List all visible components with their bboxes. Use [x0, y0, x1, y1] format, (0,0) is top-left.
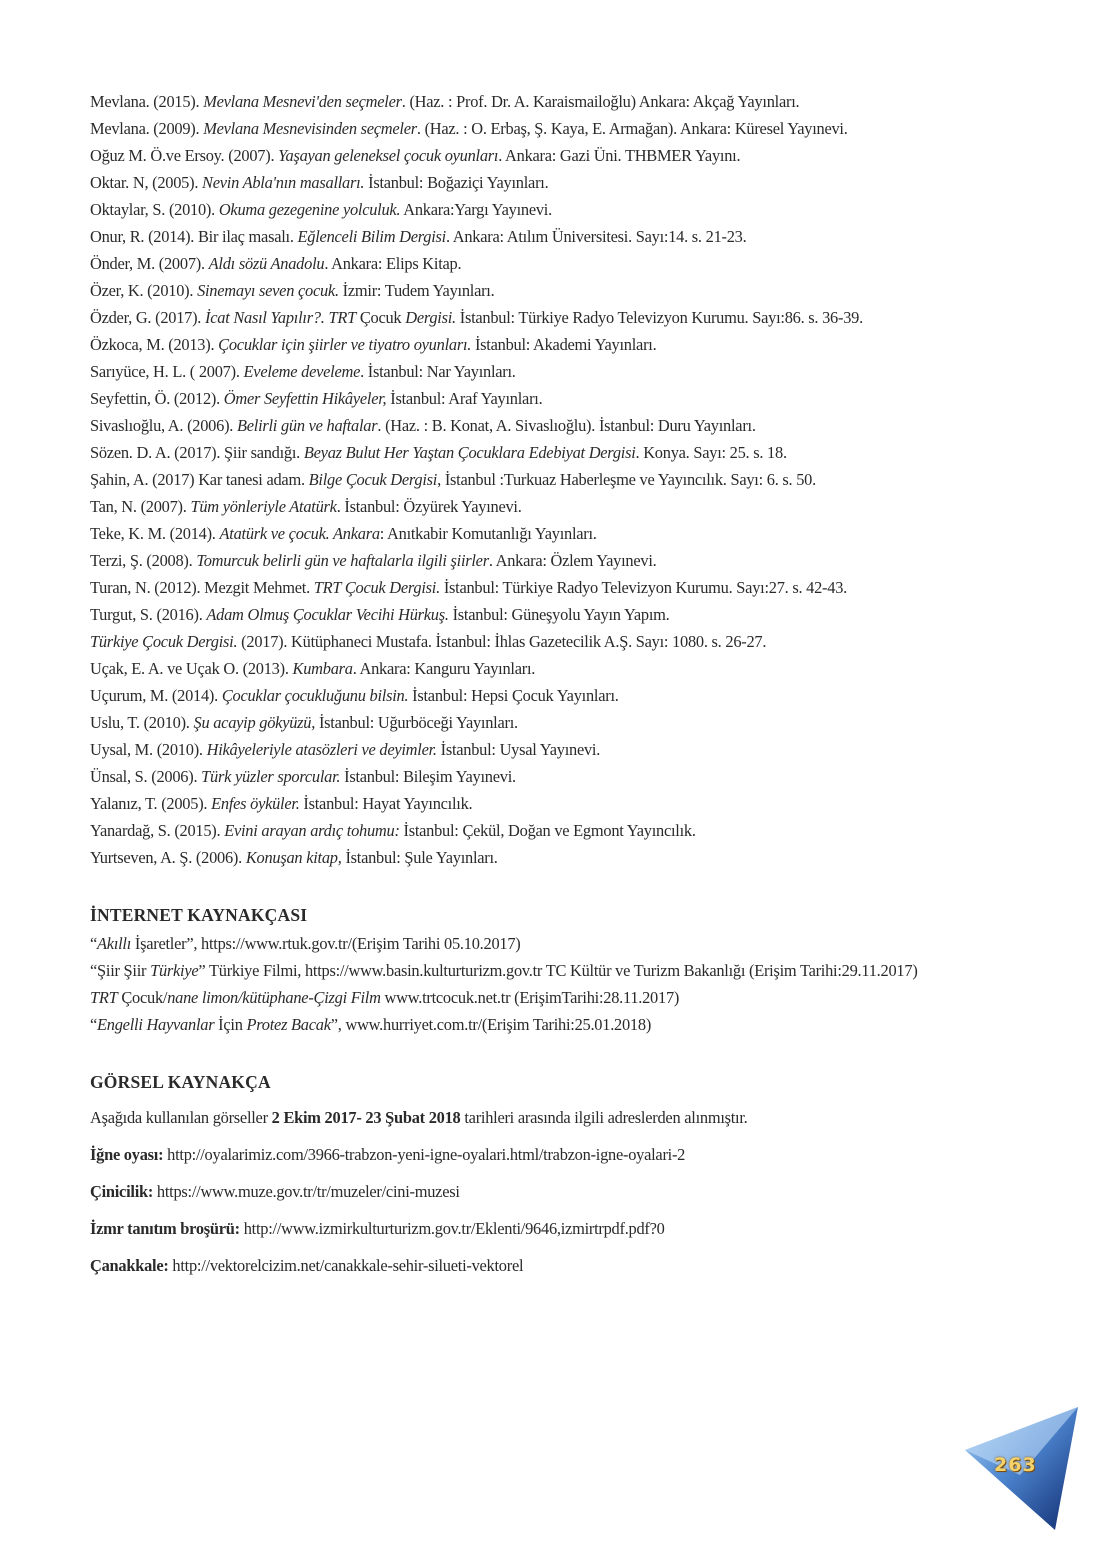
- reference-entry: [90, 763, 1026, 790]
- reference-entry-text: İstanbul: Çekül, Doğan ve Egmont Yayıncılık.: [399, 821, 696, 840]
- reference-entry-text: TRT Çocuk Dergisi.: [313, 578, 440, 597]
- gorsel-entry-text: Çanakkale:: [90, 1256, 169, 1275]
- reference-entry-text: Eveleme develeme: [243, 362, 361, 381]
- reference-entry-text: . İstanbul: Nar Yayınları.: [360, 362, 516, 381]
- reference-entry-text: . (Haz. : Prof. Dr. A. Karaismailoğlu) Ankara: Akçağ Yayınları.: [401, 92, 800, 111]
- internet-entry-text: nane limon/kütüphane-Çizgi Film: [167, 988, 381, 1007]
- reference-entry-text: : Anıtkabir Komutanlığı Yayınları.: [379, 524, 597, 543]
- reference-entry-text: İstanbul: Araf Yayınları.: [386, 389, 543, 408]
- reference-entry-text: Şahin, A. (2017) Kar tanesi adam.: [90, 470, 309, 489]
- internet-entry-text: Çocuk/: [117, 988, 168, 1007]
- internet-entry-text: TRT: [90, 988, 118, 1007]
- reference-entry: [90, 385, 1026, 412]
- reference-entry: [90, 790, 1026, 817]
- internet-entry-text: ”, www.hurriyet.com.tr/(Erişim Tarihi:25.01.2018): [330, 1015, 652, 1034]
- reference-entry-text: Teke, K. M. (2014).: [90, 524, 220, 543]
- reference-entry-text: . (Haz. : O. Erbaş, Ş. Kaya, E. Armağan). Ankara: Küresel Yayınevi.: [416, 119, 848, 138]
- reference-entry-text: İstanbul: Türkiye Radyo Televizyon Kurumu. Sayı:86. s. 36-39.: [455, 308, 863, 327]
- gorsel-entry-text: Çinicilik:: [90, 1182, 154, 1201]
- reference-entry-text: Terzi, Ş. (2008).: [90, 551, 197, 570]
- reference-entry-text: Özkoca, M. (2013).: [90, 335, 219, 354]
- reference-entry-text: Yanardağ, S. (2015).: [90, 821, 225, 840]
- reference-entry-text: İstanbul: Uysal Yayınevi.: [436, 740, 601, 759]
- internet-entry-text: Engelli Hayvanlar: [97, 1015, 215, 1034]
- gorsel-entry: [90, 1180, 1026, 1204]
- internet-entry-text: ” Türkiye Filmi, https://www.basin.kulturturizm.gov.tr TC Kültür ve Turizm Bakanlığı (Erişim Tarihi:29.11.2017): [198, 961, 918, 980]
- reference-entry-text: Özer, K. (2010).: [90, 281, 198, 300]
- reference-entry-text: Oğuz M. Ö.ve Ersoy. (2007).: [90, 146, 279, 165]
- reference-entry-text: Aldı sözü Anadolu: [208, 254, 325, 273]
- reference-entry-text: . Ankara: Elips Kitap.: [324, 254, 462, 273]
- reference-entry-text: Okuma gezegenine yolculuk.: [218, 200, 401, 219]
- gorsel-section: [90, 1069, 1026, 1278]
- reference-entry: [90, 493, 1026, 520]
- reference-list: [90, 88, 1026, 871]
- internet-entry-text: Türkiye: [150, 961, 199, 980]
- reference-entry: [90, 466, 1026, 493]
- gorsel-entry-text: tarihleri arasında ilgili adreslerden alınmıştır.: [460, 1108, 748, 1127]
- reference-entry-text: Özder, G. (2017).: [90, 308, 206, 327]
- reference-entry-text: . Ankara: Atılım Üniversitesi. Sayı:14. s. 21-23.: [445, 227, 747, 246]
- reference-entry-text: Tan, N. (2007).: [90, 497, 191, 516]
- reference-entry: [90, 223, 1026, 250]
- reference-entry-text: Nevin Abla'nın masalları.: [202, 173, 365, 192]
- reference-entry: [90, 115, 1026, 142]
- reference-entry-text: İstanbul: Hepsi Çocuk Yayınları.: [408, 686, 619, 705]
- reference-entry-text: Sivaslıoğlu, A. (2006).: [90, 416, 237, 435]
- reference-entry-text: Yaşayan geleneksel çocuk oyunları: [278, 146, 499, 165]
- reference-entry: [90, 682, 1026, 709]
- reference-entry-text: (2017). Kütüphaneci Mustafa. İstanbul: İhlas Gazetecilik A.Ş. Sayı: 1080. s. 26-27.: [237, 632, 767, 651]
- reference-entry-text: . İstanbul: Özyürek Yayınevi.: [336, 497, 522, 516]
- reference-entry-text: Türkiye Çocuk Dergisi.: [90, 632, 238, 651]
- reference-entry-text: Dergisi.: [405, 308, 456, 327]
- gorsel-entry-text: https://www.muze.gov.tr/tr/muzeler/cini-muzesi: [153, 1182, 460, 1201]
- reference-entry-text: Sözen. D. A. (2017). Şiir sandığı.: [90, 443, 304, 462]
- reference-entry: [90, 88, 1026, 115]
- reference-entry-text: Mevlana Mesnevisinden seçmeler: [203, 119, 417, 138]
- reference-entry-text: Çocuk: [355, 308, 406, 327]
- internet-heading: İNTERNET KAYNAKÇASI: [90, 905, 308, 925]
- gorsel-entry: [90, 1106, 1026, 1130]
- reference-entry-text: Uysal, M. (2010).: [90, 740, 207, 759]
- internet-entry-text: Akıllı: [97, 934, 132, 953]
- reference-entry-text: Belirli gün ve haftalar: [236, 416, 378, 435]
- internet-entry-text: “: [90, 1015, 98, 1034]
- gorsel-entry-text: İzmr tanıtım broşürü:: [90, 1219, 240, 1238]
- reference-entry: [90, 736, 1026, 763]
- gorsel-entry-text: http://www.izmirkulturturizm.gov.tr/Eklenti/9646,izmirtrpdf.pdf?0: [239, 1219, 665, 1238]
- internet-entry-text: Protez Bacak: [246, 1015, 331, 1034]
- reference-entry-text: Beyaz Bulut Her Yaştan Çocuklara Edebiyat Dergisi: [303, 443, 636, 462]
- reference-entry-text: Mevlana. (2009).: [90, 119, 204, 138]
- reference-entry: [90, 520, 1026, 547]
- internet-entry-text: “: [90, 934, 98, 953]
- gorsel-entry-text: Aşağıda kullanılan görseller: [90, 1108, 272, 1127]
- reference-entry-text: Çocuklar için şiirler ve tiyatro oyunları.: [218, 335, 472, 354]
- reference-entry: [90, 628, 1026, 655]
- reference-entry: [90, 142, 1026, 169]
- reference-entry-text: Turgut, S. (2016).: [90, 605, 207, 624]
- reference-entry-text: Ömer Seyfettin Hikâyeler,: [223, 389, 387, 408]
- reference-entry-text: Ünsal, S. (2006).: [90, 767, 202, 786]
- reference-entry-text: Oktar. N, (2005).: [90, 173, 203, 192]
- gorsel-entry: [90, 1217, 1026, 1241]
- reference-entry-text: Mevlana. (2015).: [90, 92, 204, 111]
- reference-entry-text: Oktaylar, S. (2010).: [90, 200, 219, 219]
- reference-entry-text: İstanbul: Türkiye Radyo Televizyon Kurumu. Sayı:27. s. 42-43.: [439, 578, 847, 597]
- reference-entry-text: Enfes öyküler.: [211, 794, 300, 813]
- page-content: [90, 88, 1026, 1291]
- gorsel-entry: [90, 1254, 1026, 1278]
- internet-section: [90, 902, 1026, 1038]
- reference-entry: [90, 817, 1026, 844]
- reference-entry: [90, 601, 1026, 628]
- internet-entry: [90, 1011, 1026, 1038]
- reference-entry-text: İcat Nasıl Yapılır?. TRT: [205, 308, 356, 327]
- reference-entry-text: Uçak, E. A. ve Uçak O. (2013).: [90, 659, 293, 678]
- reference-entry-text: . (Haz. : B. Konat, A. Sivaslıoğlu). İstanbul: Duru Yayınları.: [377, 416, 756, 435]
- reference-entry-text: Tüm yönleriyle Atatürk: [190, 497, 337, 516]
- gorsel-entry-text: http://oyalarimiz.com/3966-trabzon-yeni-igne-oyalari.html/trabzon-igne-oyalari-2: [163, 1145, 686, 1164]
- reference-entry-text: Turan, N. (2012). Mezgit Mehmet.: [90, 578, 314, 597]
- gorsel-entry-text: 2 Ekim 2017- 23 Şubat 2018: [271, 1108, 461, 1127]
- reference-entry: [90, 331, 1026, 358]
- reference-entry-text: Çocuklar çocukluğunu bilsin.: [221, 686, 409, 705]
- reference-entry: [90, 277, 1026, 304]
- internet-list: [90, 930, 1026, 1038]
- reference-entry-text: Mevlana Mesnevi'den seçmeler: [203, 92, 402, 111]
- reference-entry: [90, 304, 1026, 331]
- reference-entry-text: İstanbul: Şule Yayınları.: [341, 848, 498, 867]
- reference-entry-text: Uslu, T. (2010).: [90, 713, 194, 732]
- gorsel-entry: [90, 1143, 1026, 1167]
- reference-entry-text: , İstanbul :Turkuaz Haberleşme ve Yayıncılık. Sayı: 6. s. 50.: [437, 470, 816, 489]
- internet-entry: [90, 984, 1026, 1011]
- gorsel-entry-text: İğne oyası:: [90, 1145, 164, 1164]
- reference-entry-text: İstanbul: Hayat Yayıncılık.: [299, 794, 473, 813]
- reference-entry-text: . Ankara: Gazi Üni. THBMER Yayını.: [498, 146, 741, 165]
- reference-entry-text: Seyfettin, Ö. (2012).: [90, 389, 224, 408]
- internet-entry-text: İçin: [214, 1015, 247, 1034]
- reference-entry-text: Adam Olmuş Çocuklar Vecihi Hürkuş.: [206, 605, 449, 624]
- internet-entry-text: “Şiir Şiir: [90, 961, 151, 980]
- reference-entry: [90, 412, 1026, 439]
- reference-entry-text: İstanbul: Akademi Yayınları.: [471, 335, 657, 354]
- reference-entry-text: İstanbul: Bileşim Yayınevi.: [340, 767, 516, 786]
- internet-entry: [90, 957, 1026, 984]
- reference-entry: [90, 574, 1026, 601]
- reference-entry: [90, 439, 1026, 466]
- reference-entry-text: Konuşan kitap,: [245, 848, 342, 867]
- reference-entry-text: Eğlenceli Bilim Dergisi: [297, 227, 446, 246]
- page-number: 263: [994, 1454, 1037, 1476]
- reference-entry-text: Evini arayan ardıç tohumu:: [224, 821, 400, 840]
- reference-entry-text: Onur, R. (2014). Bir ilaç masalı.: [90, 227, 298, 246]
- reference-entry-text: Türk yüzler sporcular.: [201, 767, 341, 786]
- reference-entry-text: Yalanız, T. (2005).: [90, 794, 212, 813]
- reference-entry-text: . Ankara: Özlem Yayınevi.: [488, 551, 657, 570]
- reference-entry-text: İstanbul: Güneşyolu Yayın Yapım.: [448, 605, 670, 624]
- reference-entry-text: . Konya. Sayı: 25. s. 18.: [635, 443, 787, 462]
- reference-entry-text: Sarıyüce, H. L. ( 2007).: [90, 362, 244, 381]
- reference-entry-text: Ankara:Yargı Yayınevi.: [400, 200, 552, 219]
- reference-entry-text: Uçurum, M. (2014).: [90, 686, 222, 705]
- reference-entry: [90, 709, 1026, 736]
- reference-entry-text: Önder, M. (2007).: [90, 254, 209, 273]
- internet-entry-text: İşaretler”, https://www.rtuk.gov.tr/(Erişim Tarihi 05.10.2017): [131, 934, 521, 953]
- internet-entry: [90, 930, 1026, 957]
- reference-entry-text: İzmir: Tudem Yayınları.: [338, 281, 495, 300]
- reference-entry: [90, 196, 1026, 223]
- reference-entry: [90, 250, 1026, 277]
- reference-entry: [90, 169, 1026, 196]
- gorsel-heading: GÖRSEL KAYNAKÇA: [90, 1072, 271, 1092]
- reference-entry-text: Yurtseven, A. Ş. (2006).: [90, 848, 246, 867]
- reference-entry-text: . Ankara: Kanguru Yayınları.: [352, 659, 536, 678]
- gorsel-list: [90, 1106, 1026, 1278]
- gorsel-entry-text: http://vektorelcizim.net/canakkale-sehir-silueti-vektorel: [168, 1256, 524, 1275]
- reference-entry-text: Atatürk ve çocuk. Ankara: [219, 524, 380, 543]
- reference-entry-text: İstanbul: Boğaziçi Yayınları.: [364, 173, 549, 192]
- reference-entry-text: Sinemayı seven çocuk.: [197, 281, 339, 300]
- reference-entry-text: Hikâyeleriyle atasözleri ve deyimler.: [206, 740, 437, 759]
- internet-entry-text: www.trtcocuk.net.tr (ErişimTarihi:28.11.2017): [380, 988, 680, 1007]
- reference-entry: [90, 358, 1026, 385]
- reference-entry: [90, 844, 1026, 871]
- reference-entry-text: Bilge Çocuk Dergisi: [308, 470, 438, 489]
- reference-entry-text: Kumbara: [292, 659, 353, 678]
- reference-entry: [90, 655, 1026, 682]
- reference-entry-text: İstanbul: Uğurböceği Yayınları.: [315, 713, 518, 732]
- reference-entry-text: Şu acayip gökyüzü,: [193, 713, 316, 732]
- reference-entry: [90, 547, 1026, 574]
- reference-entry-text: Tomurcuk belirli gün ve haftalarla ilgili şiirler: [196, 551, 489, 570]
